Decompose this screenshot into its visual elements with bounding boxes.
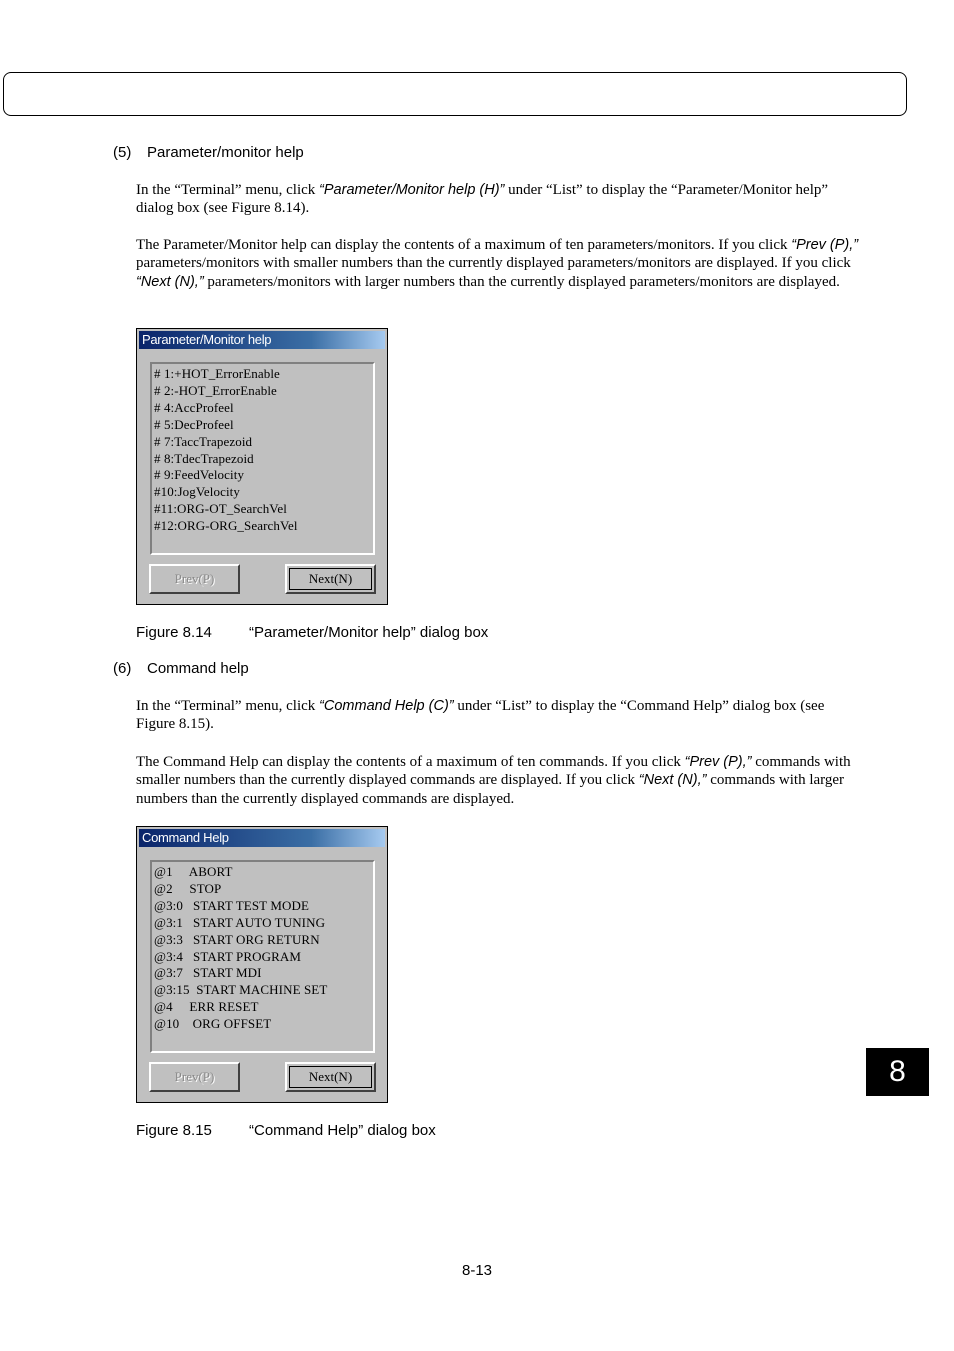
figure-number: Figure 8.15 [136,1122,212,1139]
section-6-heading [113,660,249,677]
text-run: In the “Terminal” menu, click [136,698,320,714]
section-6-number: (6) [113,660,132,677]
command-list-box[interactable] [150,860,375,1053]
list-item[interactable]: #11:ORG-OT_SearchVel [154,501,287,517]
figure-caption-text: “Command Help” dialog box [249,1122,436,1139]
prev-reference: “Prev (P),” [684,754,752,770]
dialog-title-bar: Parameter/Monitor help [139,331,385,349]
section-5-paragraph-1 [136,181,860,218]
prev-button[interactable]: Prev(P) [149,1062,240,1092]
text-run: parameters/monitors with smaller numbers than the currently displayed parameters/monitors are displayed. If you click [136,255,851,272]
list-item[interactable]: # 1:+HOT_ErrorEnable [154,366,280,381]
page-header-frame [3,72,907,116]
list-item[interactable]: @1 ABORT [154,864,233,879]
list-item[interactable]: @3:4 START PROGRAM [154,948,301,964]
text-run: The Command Help can display the contents of a maximum of ten commands. If you click [136,754,685,770]
next-reference: “Next (N),” [136,273,204,290]
next-reference: “Next (N),” [638,772,707,789]
list-item[interactable]: # 4:AccProfeel [154,399,234,415]
text-run: In the “Terminal” menu, click [136,182,320,198]
list-item[interactable]: @4 ERR RESET [154,999,259,1015]
menu-item-reference: “Command Help (C)” [319,698,454,714]
list-item[interactable]: # 7:TaccTrapezoid [154,433,253,449]
menu-item-reference: “Parameter/Monitor help (H)” [319,182,505,198]
prev-button[interactable]: Prev(P) [149,564,240,594]
section-5-paragraph-2 [136,236,860,291]
list-item[interactable]: #10:JogVelocity [154,484,240,500]
next-button[interactable]: Next(N) [285,1062,376,1092]
section-6-paragraph-2 [136,753,860,808]
list-item[interactable]: # 2:-HOT_ErrorEnable [154,382,277,398]
list-item[interactable]: #12:ORG-ORG_SearchVel [154,518,298,534]
section-6-paragraph-1 [136,697,860,734]
section-6-title: Command help [147,660,249,677]
list-item[interactable]: # 9:FeedVelocity [154,467,245,483]
parameter-list-box[interactable] [150,362,375,555]
list-item[interactable]: # 5:DecProfeel [154,416,234,432]
text-run: The Parameter/Monitor help can display the contents of a maximum of ten parameters/monitors. If you click [136,237,792,253]
list-item[interactable]: @10 ORG OFFSET [154,1016,272,1032]
section-5-number: (5) [113,144,132,161]
list-item[interactable]: @3:7 START MDI [154,965,262,981]
list-item[interactable]: @2 STOP [154,880,222,896]
text-run: parameters/monitors with larger numbers than the currently displayed parameters/monitors are displayed. [203,273,840,290]
text-run: commands with smaller numbers than the currently displayed commands are displayed. If you click [136,754,851,789]
dialog-title-bar: Command Help [139,829,385,847]
section-5-title: Parameter/monitor help [147,144,304,161]
figure-8-15-caption [136,1122,436,1139]
list-item[interactable]: @3:1 START AUTO TUNING [154,914,326,930]
list-item[interactable]: @3:0 START TEST MODE [154,897,310,913]
next-button[interactable]: Next(N) [285,564,376,594]
figure-number: Figure 8.14 [136,624,212,641]
prev-reference: “Prev (P),” [791,237,859,253]
list-item[interactable]: @3:15 START MACHINE SET [154,982,328,998]
text-run: commands with larger numbers than the currently displayed commands are displayed. [136,772,845,807]
text-run: under “List” to display the “Command Help” dialog box (see Figure 8.15). [136,698,825,733]
command-help-dialog [136,826,388,1103]
parameter-monitor-help-dialog [136,328,388,605]
list-item[interactable]: # 8:TdecTrapezoid [154,450,254,466]
chapter-tab: 8 [866,1048,929,1096]
section-5-heading [113,144,304,161]
text-run: under “List” to display the “Parameter/Monitor help” dialog box (see Figure 8.14). [136,182,829,217]
figure-8-14-caption [136,624,488,641]
list-item[interactable]: @3:3 START ORG RETURN [154,931,320,947]
page-number: 8-13 [461,1262,493,1279]
figure-caption-text: “Parameter/Monitor help” dialog box [249,624,489,641]
